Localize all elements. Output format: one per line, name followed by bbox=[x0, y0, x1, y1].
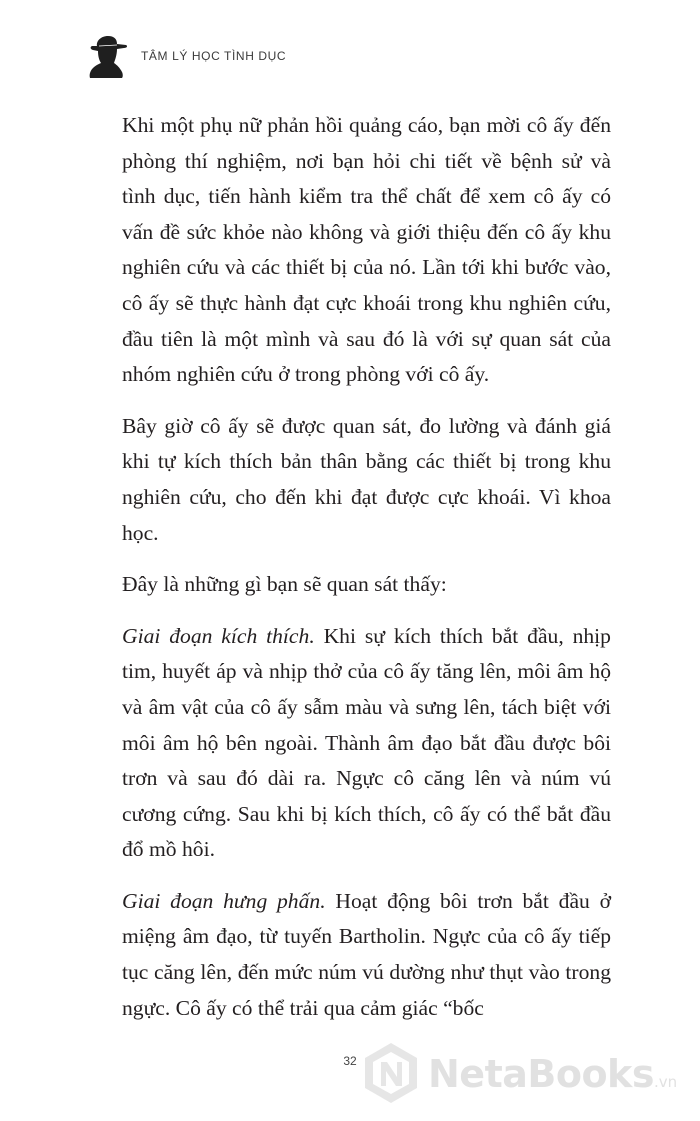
paragraph-text: Bây giờ cô ấy sẽ được quan sát, đo lường và đánh giá khi tự kích thích bản thân bằng các thiết bị trong khu nghiên cứu, cho đến khi đạt được cực khoái. Vì khoa học. bbox=[122, 413, 611, 545]
watermark-suffix: .vn bbox=[653, 1073, 678, 1091]
watermark bbox=[360, 1040, 680, 1110]
paragraph-text: Khi sự kích thích bắt đầu, nhịp tim, huyết áp và nhịp thở của cô ấy tăng lên, môi âm hộ và âm vật của cô ấy sẫm màu và sưng lên, tách biệt với môi âm hộ bên ngoài. Thành âm đạo bắt đầu được bôi trơn và sau đó dài ra. Ngực cô căng lên và núm vú cương cứng. Sau khi bị kích thích, cô ấy có thể bắt đầu đổ mồ hôi. bbox=[122, 623, 611, 862]
watermark-brand-name: NetaBooks bbox=[428, 1052, 654, 1096]
paragraph-text: Khi một phụ nữ phản hồi quảng cáo, bạn mời cô ấy đến phòng thí nghiệm, nơi bạn hỏi chi tiết về bệnh sử và tình dục, tiến hành kiểm tra thể chất để xem cô ấy có vấn đề sức khỏe nào không và giới thiệu đến cô ấy khu nghiên cứu và các thiết bị của nó. Lần tới khi bước vào, cô ấy sẽ thực hành đạt cực khoái trong khu nghiên cứu, đầu tiên là một mình và sau đó là với sự quan sát của nhóm nghiên cứu ở trong phòng với cô ấy. bbox=[122, 113, 611, 387]
man-in-hat-silhouette-icon bbox=[88, 30, 134, 78]
paragraph-lead-italic: Giai đoạn hưng phấn. bbox=[122, 888, 326, 913]
paragraph bbox=[122, 619, 611, 868]
paragraph bbox=[122, 884, 611, 1026]
body-text bbox=[122, 108, 611, 1026]
paragraph bbox=[122, 409, 611, 551]
page-number: 32 bbox=[343, 1054, 357, 1068]
paragraph bbox=[122, 108, 611, 393]
paragraph-text: Hoạt động bôi trơn bắt đầu ở miệng âm đạo, từ tuyến Bartholin. Ngực của cô ấy tiếp tục căng lên, đến mức núm vú dường như thụt vào trong ngực. Cô ấy có thể trải qua cảm giác “bốc bbox=[122, 888, 611, 1020]
paragraph-lead-italic: Giai đoạn kích thích. bbox=[122, 623, 315, 648]
watermark-brand bbox=[428, 1052, 677, 1096]
paragraph-text: Đây là những gì bạn sẽ quan sát thấy: bbox=[122, 572, 447, 597]
paragraph bbox=[122, 567, 611, 603]
netabooks-logo-icon bbox=[360, 1040, 422, 1106]
header-title: TÂM LÝ HỌC TÌNH DỤC bbox=[141, 49, 287, 63]
